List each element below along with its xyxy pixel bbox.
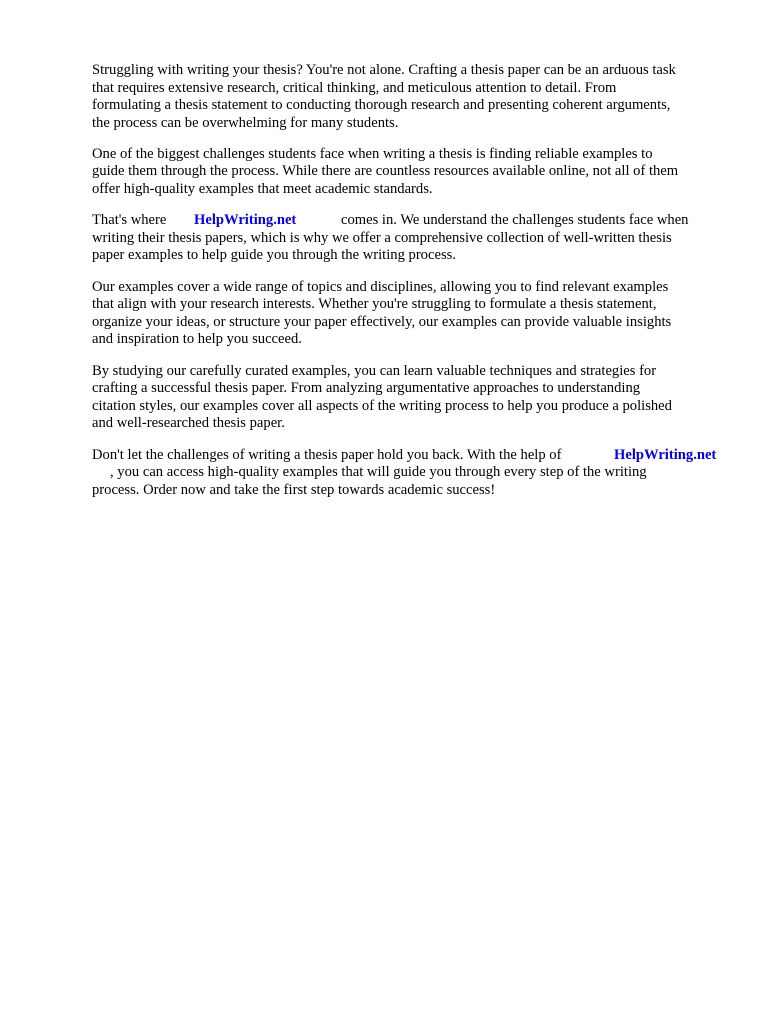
paragraph-line: Struggling with writing your thesis? You're not alone. Crafting a thesis paper can be an arduous task xyxy=(92,62,676,78)
paragraph-line: crafting a successful thesis paper. From analyzing argumentative approaches to understanding xyxy=(92,380,641,396)
paragraph-line: offer high-quality examples that meet academic standards. xyxy=(92,180,433,197)
paragraph-line: that align with your research interests. Whether you're struggling to formulate a thesis statement, xyxy=(92,296,657,312)
paragraph-line: organize your ideas, or structure your paper effectively, our examples can provide valuable insights xyxy=(92,313,672,330)
paragraph-line: formulating a thesis statement to conducting thorough research and presenting coherent arguments, xyxy=(92,97,671,113)
paragraph-line: guide them through the process. While there are countless resources available online, not all of them xyxy=(92,163,679,179)
paragraph-line-lead: That's where xyxy=(92,212,167,228)
paragraph-line-lead: Don't let the challenges of writing a thesis paper hold you back. With the help of xyxy=(92,446,562,463)
paragraph-line: the process can be overwhelming for many students. xyxy=(92,114,399,131)
helpwriting-link[interactable]: HelpWriting.net xyxy=(194,212,297,228)
paragraph-line: that requires extensive research, critical thinking, and meticulous attention to detail. From xyxy=(92,79,617,96)
paragraph-line: and inspiration to help you succeed. xyxy=(92,331,302,347)
paragraph-line: citation styles, our examples cover all aspects of the writing process to help you produce a polished xyxy=(92,397,672,414)
helpwriting-link[interactable]: HelpWriting.net xyxy=(614,446,717,463)
paragraph-line: One of the biggest challenges students face when writing a thesis is finding reliable examples to xyxy=(92,145,653,162)
paragraph-line-tail: comes in. We understand the challenges students face when xyxy=(341,212,689,228)
paragraph-line: By studying our carefully curated examples, you can learn valuable techniques and strategies for xyxy=(92,362,657,379)
paragraph-line: Our examples cover a wide range of topics and disciplines, allowing you to find relevant examples xyxy=(92,278,669,295)
paragraph-line: writing their thesis papers, which is why we offer a comprehensive collection of well-written thesis xyxy=(92,229,672,246)
paragraph-line: , you can access high-quality examples that will guide you through every step of the writing xyxy=(110,464,647,480)
paragraph-line: paper examples to help guide you through the writing process. xyxy=(92,247,456,263)
paragraph-line: process. Order now and take the first step towards academic success! xyxy=(92,481,496,498)
paragraph-line: and well-researched thesis paper. xyxy=(92,415,285,431)
